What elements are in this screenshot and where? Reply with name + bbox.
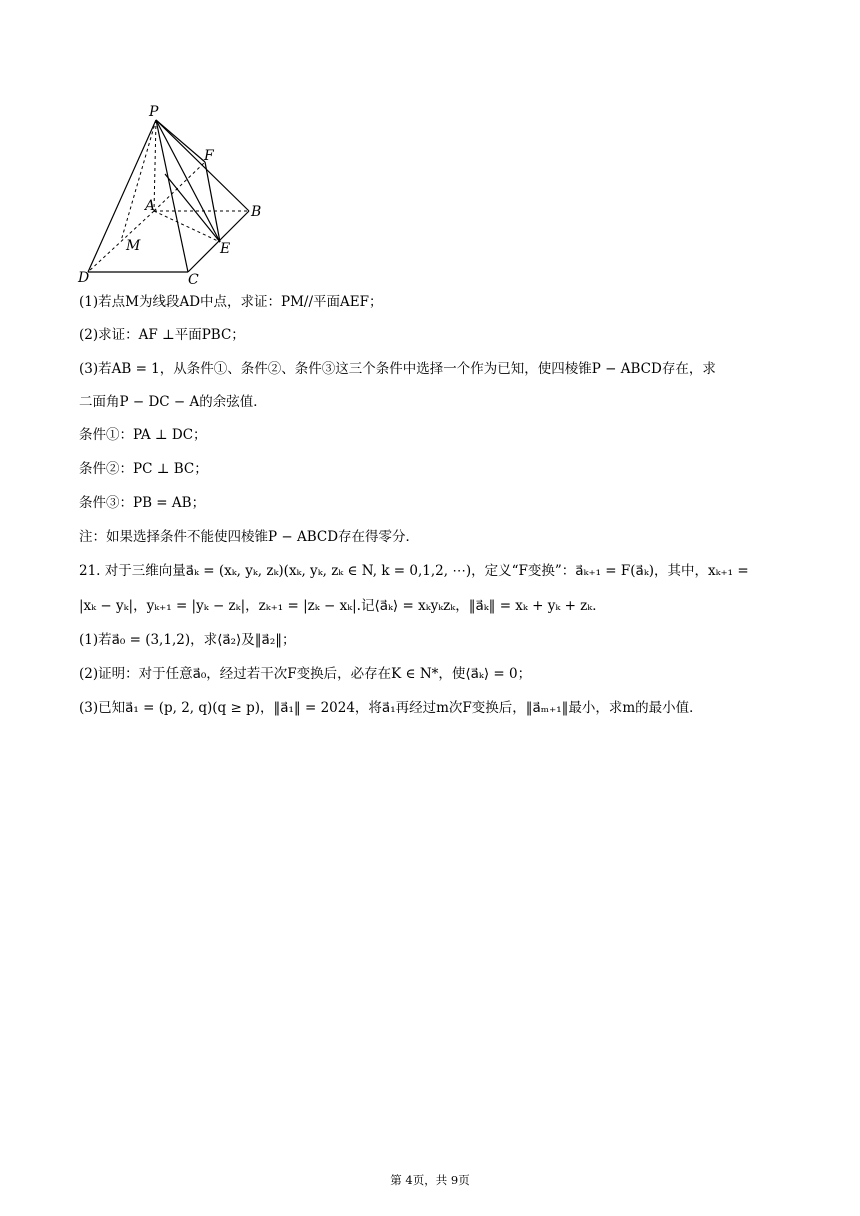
q20-condition3: 条件③：PB = AB； [79,495,206,511]
edge-FE [205,162,220,242]
label-P: P [149,104,159,120]
label-D: D [78,270,90,286]
edge-CB [188,211,249,272]
q20-note: 注：如果选择条件不能使四棱锥P − ABCD存在得零分． [79,529,420,545]
pyramid-diagram [74,102,274,288]
edge-AD [88,211,154,272]
edge-PM [121,120,156,241]
q21-stem-line1: 21. 对于三维向量a⃗ₖ = (xₖ, yₖ, zₖ)(xₖ, yₖ, zₖ ∈ N, k = 0,1,2, ⋯)，定义“F变换”：a⃗ₖ₊₁ = F(a⃗ₖ)，其中，xₖ₊₁ = [79,563,749,579]
label-F: F [204,148,214,164]
edge-AE [154,211,220,242]
q20-part3-line1: (3)若AB = 1，从条件①、条件②、条件③这三个条件中选择一个作为已知，使四棱锥P − ABCD存在，求 [79,361,716,377]
page-footer: 第 4页，共 9页 [390,1173,470,1187]
q20-part2: (2)求证：AF ⊥平面PBC； [79,327,245,343]
label-A: A [145,198,156,214]
q21-stem-line2: |xₖ − yₖ|，yₖ₊₁ = |yₖ − zₖ|，zₖ₊₁ = |zₖ − xₖ|.记⟨a⃗ₖ⟩ = xₖyₖzₖ，‖a⃗ₖ‖ = xₖ + yₖ + zₖ． [79,598,606,614]
edge-AF-hidden [154,162,205,211]
edge-PB [156,120,249,211]
q21-part1: (1)若a⃗₀ = (3,1,2)，求⟨a⃗₂⟩及‖a⃗₂‖； [79,632,296,648]
q20-part3-line2: 二面角P − DC − A的余弦值． [79,394,267,410]
pyramid-figure [74,102,274,288]
q21-part3: (3)已知a⃗₁ = (p, 2, q)(q ≥ p)，‖a⃗₁‖ = 2024，将a⃗₁再经过m次F变换后，‖a⃗ₘ₊₁‖最小，求m的最小值． [79,700,703,716]
edge-PD [88,120,156,272]
q20-condition1: 条件①：PA ⊥ DC； [79,427,207,443]
edge-PE [156,120,220,242]
q20-part1: (1)若点M为线段AD中点，求证：PM//平面AEF； [79,294,383,310]
label-M: M [126,238,141,254]
label-E: E [220,241,231,257]
label-B: B [251,204,262,220]
q20-condition2: 条件②：PC ⊥ BC； [79,461,208,477]
edge-AE-front [165,174,220,242]
q21-part2: (2)证明：对于任意a⃗₀，经过若干次F变换后，必存在K ∈ N*，使⟨a⃗ₖ⟩ = 0； [79,666,532,682]
label-C: C [188,272,199,288]
